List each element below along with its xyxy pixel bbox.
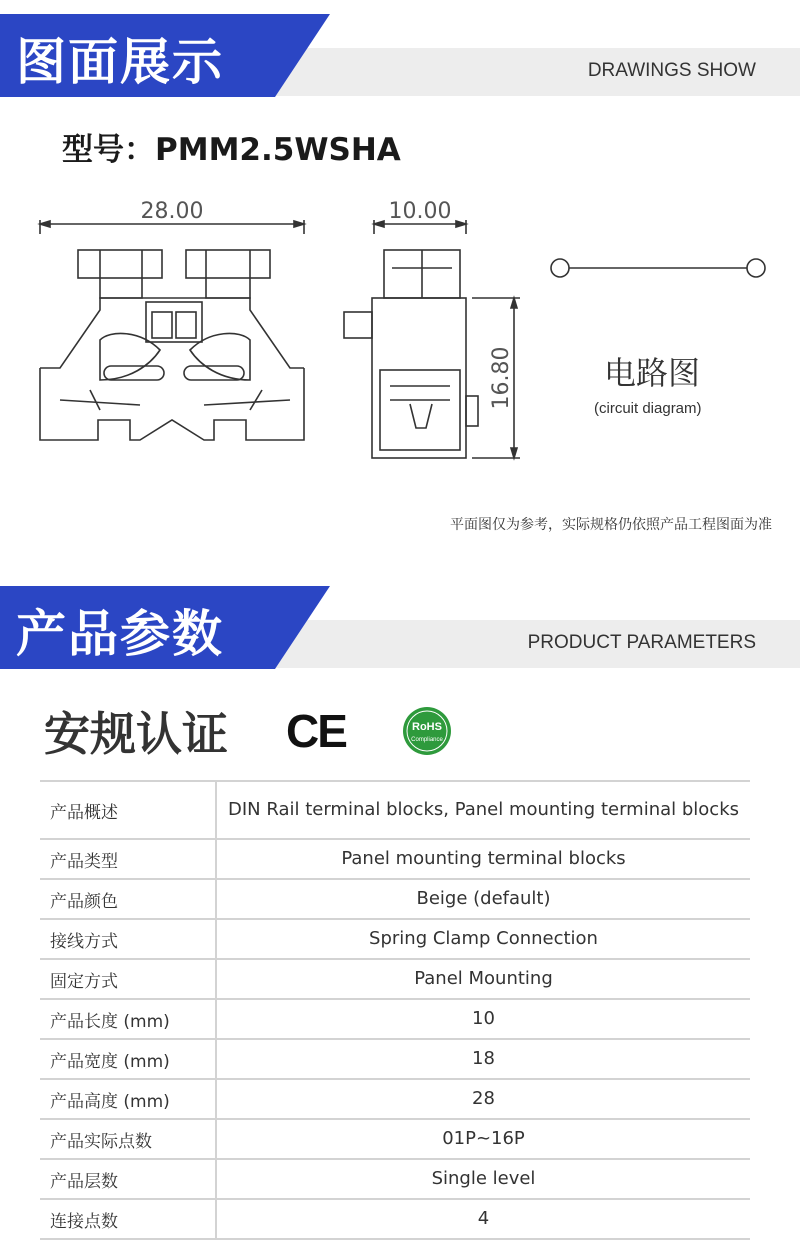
section-title-en: PRODUCT PARAMETERS [527,632,756,653]
table-row [40,1199,750,1239]
param-value: Panel Mounting [216,959,750,999]
param-value: Single level [216,1159,750,1199]
param-label: 产品颜色 [40,879,216,919]
param-label: 产品实际点数 [40,1119,216,1159]
table-row [40,1039,750,1079]
param-value: Spring Clamp Connection [216,919,750,959]
svg-text:RoHS: RoHS [412,721,442,733]
circuit-diagram [551,259,765,277]
param-label: 产品层数 [40,1159,216,1199]
param-label: 产品宽度 (mm) [40,1039,216,1079]
certification-title: 安规认证 [44,707,228,761]
table-row [40,879,750,919]
table-row [40,1079,750,1119]
table-row [40,959,750,999]
height-dimension [472,298,520,458]
param-value: 28 [216,1079,750,1119]
param-label: 产品高度 (mm) [40,1079,216,1119]
model-label: 型号：PMM2.5WSHA [62,132,401,168]
param-label: 连接点数 [40,1199,216,1239]
parameters-table [40,780,750,1240]
table-row [40,919,750,959]
svg-text:Compliance: Compliance [411,737,443,743]
param-label: 固定方式 [40,959,216,999]
circuit-sublabel: (circuit diagram) [594,400,702,417]
rohs-icon [402,706,452,756]
section-title-en: DRAWINGS SHOW [587,60,756,81]
section-title-zh: 图面展示 [16,33,224,91]
table-row [40,839,750,879]
param-value: Beige (default) [216,879,750,919]
circuit-label: 电路图 [604,354,701,392]
side-width-dimension [374,199,466,234]
param-label: 接线方式 [40,919,216,959]
param-value: 4 [216,1199,750,1239]
front-view [40,250,304,440]
param-value: 18 [216,1039,750,1079]
table-row [40,1159,750,1199]
section-title-zh: 产品参数 [16,605,224,663]
technical-drawing [0,190,800,470]
front-width-text: 28.00 [140,199,204,224]
drawing-note: 平面图仅为参考，实际规格仍依照产品工程图面为准 [450,517,772,533]
param-value: Panel mounting terminal blocks [216,839,750,879]
table-row [40,999,750,1039]
table-row [40,781,750,839]
param-value: 01P~16P [216,1119,750,1159]
params-banner [0,572,800,669]
param-value: DIN Rail terminal blocks, Panel mounting terminal blocks [216,781,750,839]
height-text: 16.80 [489,346,514,410]
param-label: 产品概述 [40,781,216,839]
side-width-text: 10.00 [388,199,452,224]
drawings-banner [0,0,800,97]
param-label: 产品类型 [40,839,216,879]
side-view [344,250,478,458]
front-width-dimension [40,199,304,234]
ce-mark: CE [286,705,346,757]
param-value: 10 [216,999,750,1039]
param-label: 产品长度 (mm) [40,999,216,1039]
table-row [40,1119,750,1159]
